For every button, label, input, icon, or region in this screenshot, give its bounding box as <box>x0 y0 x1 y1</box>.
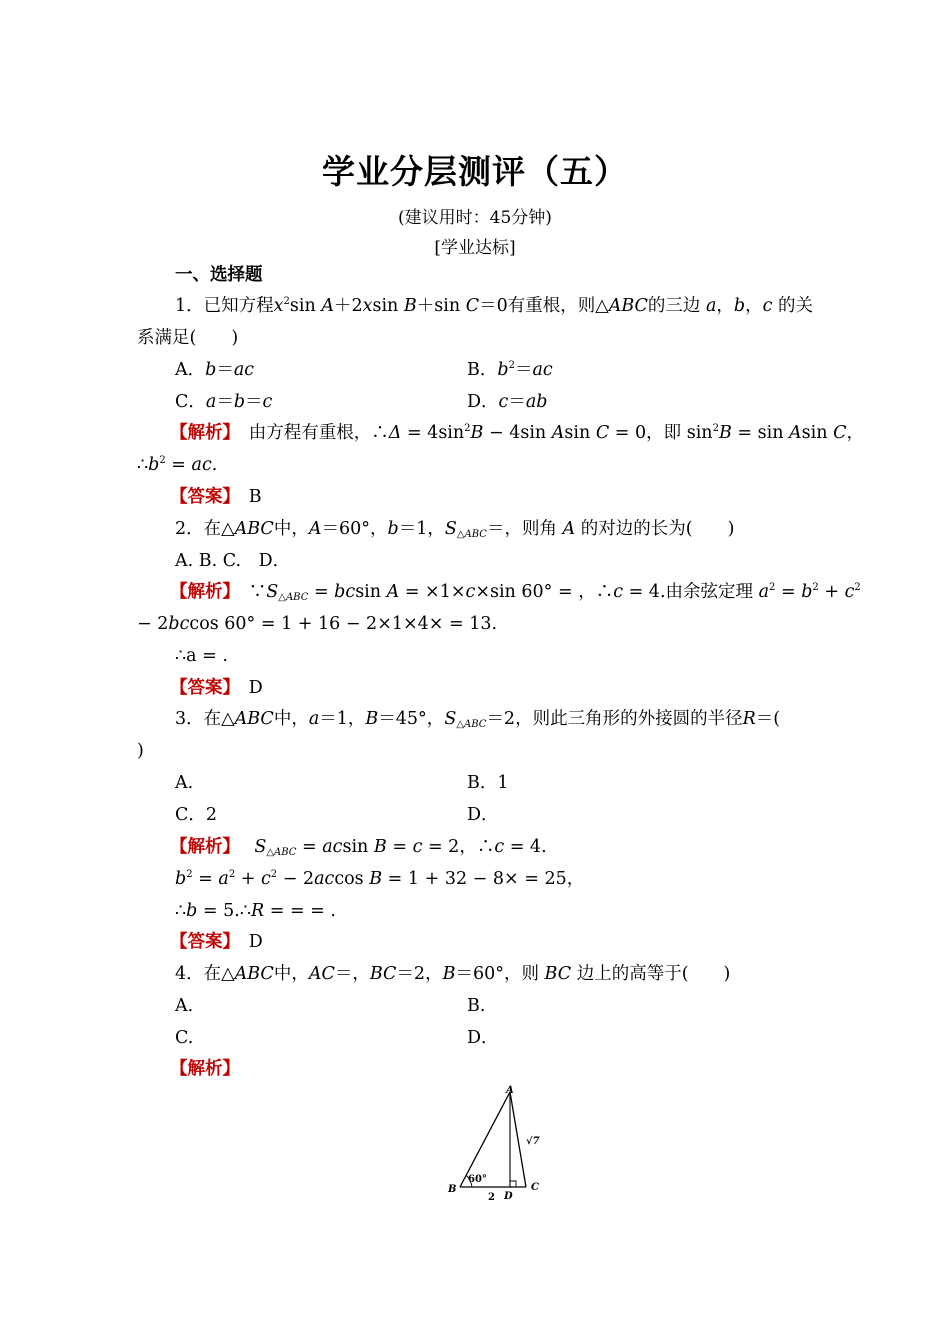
q4-option-b: B. <box>467 996 486 1016</box>
q2-analysis-result: ∴a = . <box>175 646 228 666</box>
base-label: 2 <box>488 1192 495 1203</box>
q3-analysis: 【解析】 $S_{\triangle ABC} = acsin$ B = c = 2，∴c = 4. <box>170 837 547 858</box>
q4-option-c: C. <box>175 1028 194 1048</box>
right-angle-mark <box>510 1181 516 1187</box>
label-d: D <box>504 1191 513 1202</box>
q2-stem: 2．在△ABC中，A＝60°，b＝1，$S_{\triangle ABC}=$，则角 A 的对边的长为( ) <box>175 519 735 540</box>
section-heading: 一、选择题 <box>175 265 263 285</box>
q1-option-a: A．b＝ac <box>175 360 255 380</box>
label-c: C <box>531 1182 539 1193</box>
q3-option-b: B．1 <box>467 773 509 793</box>
side-label: √7 <box>526 1136 540 1147</box>
q1-answer: 【答案】 B <box>170 487 262 507</box>
q4-stem: 4．在△ABC中，AC＝，BC＝2，B＝60°，则 BC 边上的高等于( ) <box>175 964 731 984</box>
q3-option-d: D． <box>467 805 499 825</box>
q2-options: A. B. C. D． <box>175 551 291 571</box>
q4-option-d: D． <box>467 1028 499 1048</box>
suggested-time: (建议用时：45分钟) <box>398 208 552 228</box>
q1-analysis: 【解析】 由方程有重根，∴Δ = $4\sin^2B - 4\sin$ Asin C = 0，即 $\sin^2B = \sin Asin$ C， <box>170 423 864 443</box>
triangle-figure <box>440 1082 550 1207</box>
q1-option-d: D．c＝ab <box>467 392 548 412</box>
q3-answer: 【答案】 D <box>170 932 263 952</box>
section-tag: [学业达标] <box>434 238 516 258</box>
angle-label: 60° <box>468 1174 487 1185</box>
side-ac <box>510 1092 526 1187</box>
page-title: 学业分层测评（五） <box>322 152 628 191</box>
q3-analysis-line3: ∴b = 5.∴R = = = . <box>175 901 336 921</box>
q2-analysis: 【解析】 $\because S_{\triangle ABC} = bcsin$ A = ×1×c×sin 60° = ，∴c = 4.由余弦定理 $a^2 = b^2 + c^2$ <box>170 582 861 603</box>
side-ab <box>460 1092 510 1187</box>
q4-analysis: 【解析】 <box>170 1059 240 1079</box>
q1-stem: 1．已知方程$x^2\sin$ A＋2xsin B＋sin C＝0有重根，则△ABC的三边 a，b，c 的关 <box>175 296 814 316</box>
q3-stem-cont: ) <box>137 741 144 761</box>
q2-analysis-cont: − 2bccos 60° = 1 + 16 − 2×1×4× = 13. <box>137 614 498 634</box>
q1-stem-cont: 系满足( ) <box>137 328 239 348</box>
q1-option-c: C．a＝b＝c <box>175 392 273 412</box>
q1-option-b: B．$b^2=ac$ <box>467 360 553 380</box>
q2-answer: 【答案】 D <box>170 678 263 698</box>
label-b: B <box>448 1184 457 1195</box>
q4-option-a: A. <box>175 996 194 1016</box>
label-a: A <box>506 1085 514 1096</box>
q3-option-a: A. <box>175 773 194 793</box>
q1-analysis-cont: $\therefore b^2$ = ac. <box>137 455 218 475</box>
q3-stem: 3．在△ABC中，a＝1，B＝45°，$S_{\triangle ABC}=2$，则此三角形的外接圆的半径R＝( <box>175 709 781 730</box>
q3-option-c: C．2 <box>175 805 218 825</box>
q3-analysis-line2: $b^2 = a^2 + c^2 - 2accos$ B = 1 + 32 − 8× = 25， <box>175 869 585 889</box>
